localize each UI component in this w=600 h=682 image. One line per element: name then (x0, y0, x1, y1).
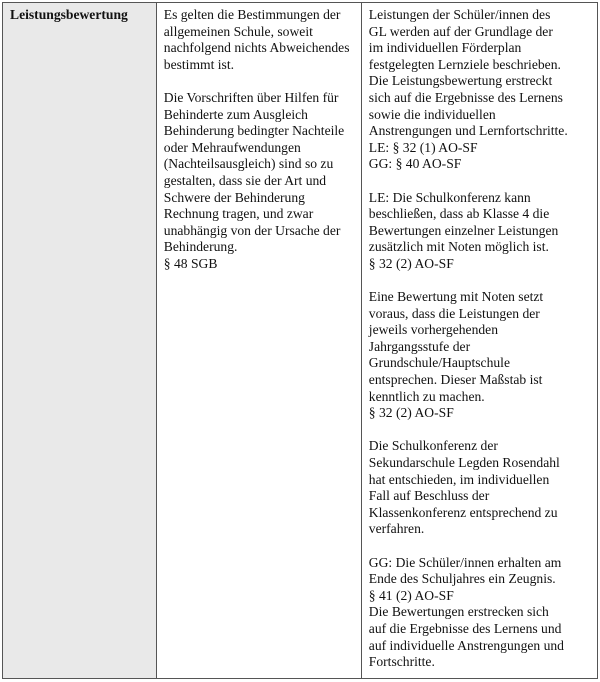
text-line: Es gelten die Bestimmungen der (163, 7, 341, 22)
text-line: bestimmt ist. (163, 56, 235, 72)
paragraph (369, 7, 591, 173)
text-line: oder Mehraufwendungen (163, 139, 301, 155)
text-line: auf die Ergebnisse des Lernens und (368, 620, 562, 636)
text-line: voraus, dass die Leistungen der (368, 305, 540, 321)
text-line: auf individuelle Anstrengungen und (368, 637, 564, 653)
text-line: Fortschritte. (368, 654, 435, 670)
text-line: GG: § 40 AO-SF (368, 156, 462, 172)
text-line: hat entschieden, im individuellen (368, 471, 550, 487)
paragraph (164, 7, 355, 73)
table-row (3, 3, 598, 679)
text-line: LE: Die Schulkonferenz kann (368, 189, 531, 205)
heading-cell (3, 3, 157, 679)
text-line: Behinderung bedingter Nachteile (163, 123, 345, 139)
text-line: entsprechen. Dieser Maßstab ist (368, 372, 543, 388)
text-line: Klassenkonferenz entsprechend zu (368, 504, 558, 520)
text-line: Anstrengungen und Lernfortschritte. (368, 123, 568, 139)
row-heading: Leistungsbewertung (10, 7, 128, 22)
text-line: verfahren. (368, 521, 425, 537)
text-line: Grundschule/Hauptschule (368, 355, 510, 371)
text-line: LE: § 32 (1) AO-SF (368, 139, 478, 155)
text-line: Schwere der Behinderung (163, 189, 305, 205)
text-line: Fall auf Beschluss der (368, 488, 490, 504)
text-line: nachfolgend nichts Abweichendes (163, 40, 350, 56)
text-line: unabhängig von der Ursache der (163, 222, 341, 238)
text-line: § 32 (2) AO-SF (368, 255, 454, 271)
text-line: Die Vorschriften über Hilfen für (163, 89, 339, 105)
text-line: sowie die individuellen (368, 106, 496, 122)
text-line: Ende des Schuljahres ein Zeugnis. (368, 571, 556, 587)
text-line: Behinderte zum Ausgleich (163, 106, 308, 122)
leistungsbewertung-table (2, 2, 598, 679)
text-line: sich auf die Ergebnisse des Lernens (368, 89, 563, 105)
text-line: festgelegten Lernziele beschrieben. (368, 56, 561, 72)
text-line: Die Leistungsbewertung erstreckt (368, 73, 553, 89)
paragraph (369, 289, 591, 422)
text-line: Bewertungen einzelner Leistungen (368, 222, 559, 238)
text-line: zusätzlich mit Noten möglich ist. (368, 239, 549, 255)
text-line: im individuellen Förderplan (368, 40, 522, 56)
paragraph (369, 438, 591, 538)
text-line: § 32 (2) AO-SF (368, 405, 454, 421)
text-line: Die Schulkonferenz der (368, 438, 498, 454)
text-line: Behinderung. (163, 239, 238, 255)
text-line: Eine Bewertung mit Noten setzt (368, 289, 544, 305)
text-line: Rechnung tragen, und zwar (163, 206, 314, 222)
text-line: gestalten, dass sie der Art und (163, 172, 327, 188)
text-line: jeweils vorhergehenden (368, 322, 499, 338)
text-line: (Nachteilsausgleich) sind so zu (163, 156, 334, 172)
paragraph (369, 190, 591, 273)
text-line: § 41 (2) AO-SF (368, 587, 454, 603)
text-line: GG: Die Schüler/innen erhalten am (368, 554, 562, 570)
text-line: § 48 SGB (163, 255, 218, 271)
text-line: beschließen, dass ab Klasse 4 die (368, 206, 550, 222)
middle-cell (156, 3, 361, 679)
text-line: allgemeinen Schule, soweit (163, 23, 313, 39)
text-line: Die Bewertungen erstrecken sich (368, 604, 549, 620)
paragraph (164, 90, 355, 273)
text-line: GL werden auf der Grundlage der (368, 23, 553, 39)
text-line: Sekundarschule Legden Rosendahl (368, 455, 560, 471)
text-line: kenntlich zu machen. (368, 388, 485, 404)
text-line: Leistungen der Schüler/innen des (368, 7, 551, 22)
right-cell (361, 3, 597, 679)
paragraph (369, 555, 591, 671)
text-line: Jahrgangsstufe der (368, 338, 471, 354)
